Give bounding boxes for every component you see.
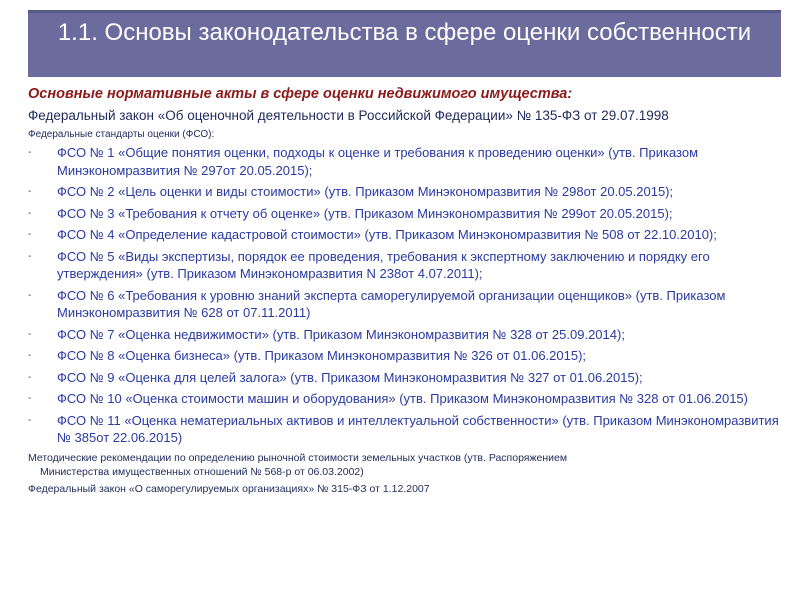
fso-item-3 bbox=[28, 205, 780, 223]
title-bar bbox=[28, 10, 781, 77]
fso-item-9 bbox=[28, 369, 780, 387]
fso-item-text: ФСО № 10 «Оценка стоимости машин и оборудования» (утв. Приказом Минэкономразвития № 328 от 01.06.2015) bbox=[57, 391, 748, 406]
bullet-marker: - bbox=[28, 229, 32, 240]
methodical-line-1: Методические рекомендации по определению рыночной стоимости земельных участков (утв. Распоряжением bbox=[28, 451, 568, 464]
fso-item-7 bbox=[28, 326, 780, 344]
fso-item-text: ФСО № 5 «Виды экспертизы, порядок ее проведения, требования к экспертному заключению и порядку его утверждения» (утв. Приказом Минэкономразвития N 238от 4.07.2011); bbox=[57, 248, 710, 281]
bullet-marker: - bbox=[28, 328, 32, 340]
law-135-fz: Федеральный закон «Об оценочной деятельности в Российской Федерации» № 135-ФЗ от 29.07.1998 bbox=[28, 108, 669, 123]
fso-item-text: ФСО № 4 «Определение кадастровой стоимости» (утв. Приказом Минэкономразвития № 508 от 22.10.2010); bbox=[57, 227, 717, 242]
methodical-recommendations bbox=[28, 451, 780, 479]
fso-item-text: ФСО № 1 «Общие понятия оценки, подходы к оценке и требования к проведению оценки» (утв. Приказом Минэкономразвития № 297от 20.05.2015); bbox=[57, 145, 699, 178]
bullet-marker: - bbox=[28, 371, 32, 383]
bullet-marker: - bbox=[28, 250, 32, 262]
fso-item-10 bbox=[28, 390, 780, 408]
bullet-marker: - bbox=[28, 350, 32, 361]
law-315-fz: Федеральный закон «О саморегулируемых организациях» № 315-ФЗ от 1.12.2007 bbox=[28, 482, 430, 495]
page-title: 1.1. Основы законодательства в сфере оценки собственности bbox=[57, 19, 752, 46]
fso-list bbox=[28, 144, 780, 447]
bullet-marker: - bbox=[28, 186, 32, 197]
methodical-line-2: Министерства имущественных отношений № 568-р от 06.03.2002) bbox=[40, 465, 364, 478]
fso-item-text: ФСО № 9 «Оценка для целей залога» (утв. Приказом Минэкономразвития № 327 от 01.06.2015); bbox=[57, 369, 643, 385]
fso-heading: Федеральные стандарты оценки (ФСО): bbox=[28, 129, 215, 140]
fso-item-text: ФСО № 3 «Требования к отчету об оценке» (утв. Приказом Минэкономразвития № 299от 20.05.2015); bbox=[57, 205, 673, 221]
fso-item-11 bbox=[28, 412, 780, 447]
slide-content bbox=[28, 84, 780, 496]
fso-item-text: ФСО № 7 «Оценка недвижимости» (утв. Приказом Минэкономразвития № 328 от 25.09.2014); bbox=[57, 326, 625, 342]
bullet-marker: - bbox=[28, 393, 32, 404]
fso-item-8 bbox=[28, 347, 780, 365]
bullet-marker: - bbox=[28, 207, 32, 219]
fso-item-text: ФСО № 8 «Оценка бизнеса» (утв. Приказом Минэкономразвития № 326 от 01.06.2015); bbox=[57, 348, 587, 363]
bullet-marker: - bbox=[28, 289, 32, 301]
fso-item-5 bbox=[28, 248, 780, 283]
fso-item-4 bbox=[28, 226, 780, 244]
fso-item-text: ФСО № 11 «Оценка нематериальных активов и интеллектуальной собственности» (утв. Приказом Минэкономразвития № 385от 22.06.2015) bbox=[57, 412, 779, 445]
fso-item-6 bbox=[28, 287, 780, 322]
bullet-marker: - bbox=[28, 414, 32, 426]
fso-item-text: ФСО № 6 «Требования к уровню знаний эксперта саморегулируемой организации оценщиков» (утв. Приказом Минэкономразвития № 628 от 07.11.2011) bbox=[57, 287, 726, 320]
bullet-marker: - bbox=[28, 147, 32, 158]
fso-item-1 bbox=[28, 144, 780, 179]
fso-item-2 bbox=[28, 183, 780, 201]
fso-item-text: ФСО № 2 «Цель оценки и виды стоимости» (утв. Приказом Минэкономразвития № 298от 20.05.2015); bbox=[57, 184, 674, 199]
section-subtitle: Основные нормативные акты в сфере оценки недвижимого имущества: bbox=[28, 86, 573, 102]
